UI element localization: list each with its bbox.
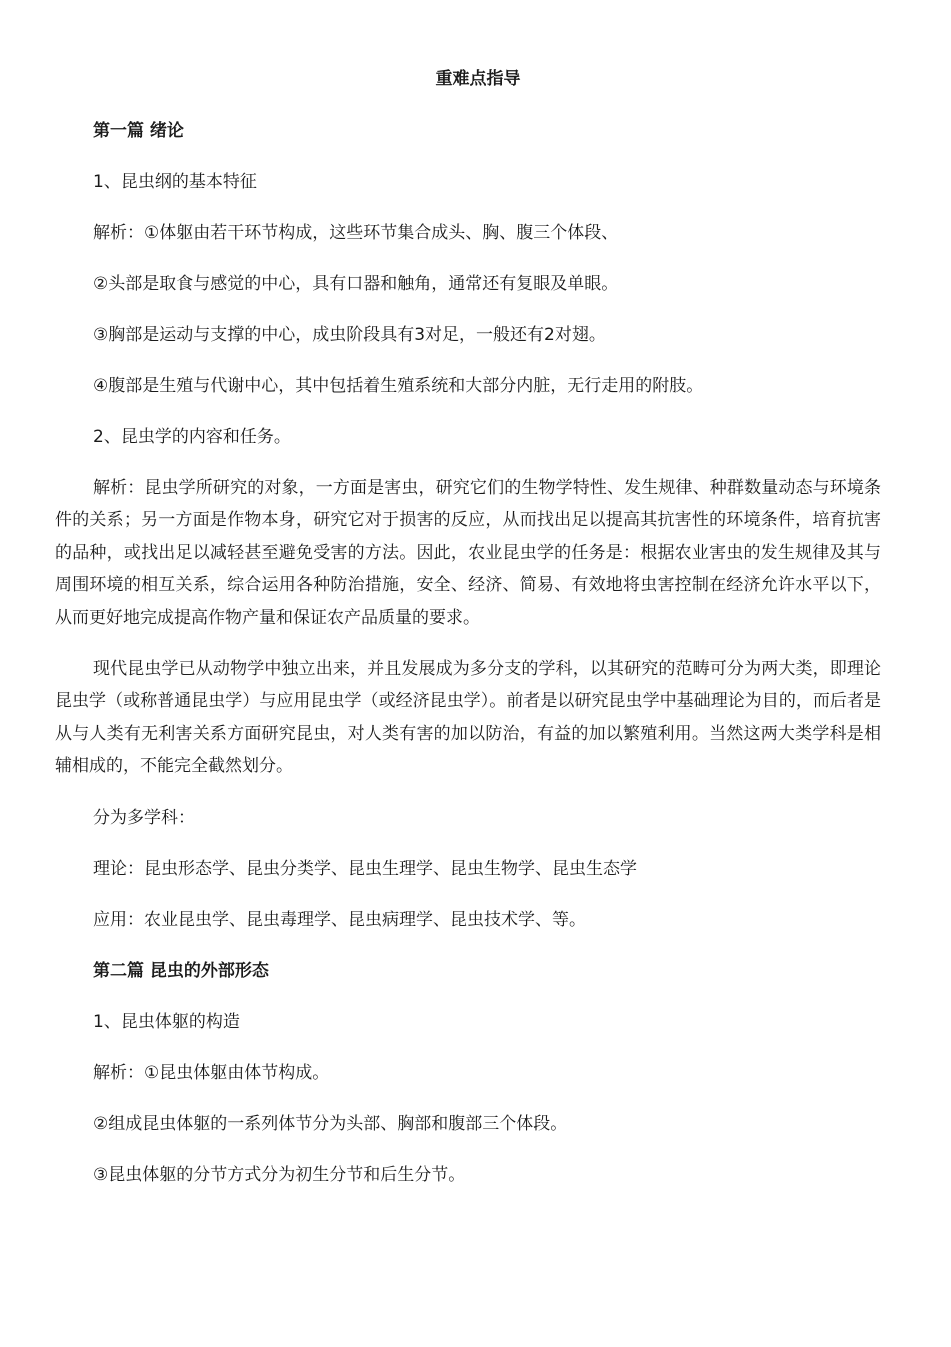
section-1-answer-2-paragraph-1: 解析：昆虫学所研究的对象，一方面是害虫，研究它们的生物学特性、发生规律、种群数量动态与环境条件的关系；另一方面是作物本身，研究它对于损害的反应，从而找出足以提高其抗害性的环境条件，培育抗害的品种，或找出足以减轻甚至避免受害的方法。因此，农业昆虫学的任务是：根据农业害虫的发生规律及其与周围环境的相互关系，综合运用各种防治措施，安全、经济、简易、有效地将虫害控制在经济允许水平以下，从而更好地完成提高作物产量和保证农产品质量的要求。: [55, 478, 881, 628]
section-1-answer-2-paragraph-2: 现代昆虫学已从动物学中独立出来，并且发展成为多分支的学科，以其研究的范畴可分为两大类，即理论昆虫学（或称普通昆虫学）与应用昆虫学（或经济昆虫学）。前者是以研究昆虫学中基础理论为目的，而后者是从与人类有无利害关系方面研究昆虫，对人类有害的加以防治，有益的加以繁殖利用。当然这两大类学科是相辅相成的，不能完全截然划分。: [55, 659, 881, 777]
section-1-answer-2-line-1: 分为多学科：: [93, 807, 195, 828]
section-1-answer-1-line-2: ②头部是取食与感觉的中心，具有口器和触角，通常还有复眼及单眼。: [93, 274, 619, 294]
section-1-question-2: 2、昆虫学的内容和任务。: [93, 427, 291, 447]
section-2-heading: 第二篇 昆虫的外部形态: [93, 960, 269, 981]
section-2-answer-1-line-3: ③昆虫体躯的分节方式分为初生分节和后生分节。: [93, 1164, 466, 1185]
section-2-question-1: 1、昆虫体躯的构造: [93, 1011, 240, 1032]
section-1-question-1: 1、昆虫纲的基本特征: [93, 172, 257, 192]
section-2-answer-1-line-1: 解析：①昆虫体躯由体节构成。: [93, 1062, 330, 1083]
section-1-answer-1-line-3: ③胸部是运动与支撑的中心，成虫阶段具有3对足，一般还有2对翅。: [93, 325, 606, 345]
section-1-heading: 第一篇 绪论: [93, 121, 184, 141]
section-1-answer-2-line-2: 理论：昆虫形态学、昆虫分类学、昆虫生理学、昆虫生物学、昆虫生态学: [93, 858, 637, 879]
section-1-answer-2-line-3: 应用：农业昆虫学、昆虫毒理学、昆虫病理学、昆虫技术学、等。: [93, 909, 586, 930]
section-2-answer-1-line-2: ②组成昆虫体躯的一系列体节分为头部、胸部和腹部三个体段。: [93, 1113, 568, 1134]
section-1-answer-1-line-4: ④腹部是生殖与代谢中心，其中包括着生殖系统和大部分内脏，无行走用的附肢。: [93, 376, 704, 396]
document-title: 重难点指导: [435, 69, 521, 89]
section-1-answer-1-line-1: 解析：①体躯由若干环节构成，这些环节集合成头、胸、腹三个体段、: [93, 223, 619, 243]
